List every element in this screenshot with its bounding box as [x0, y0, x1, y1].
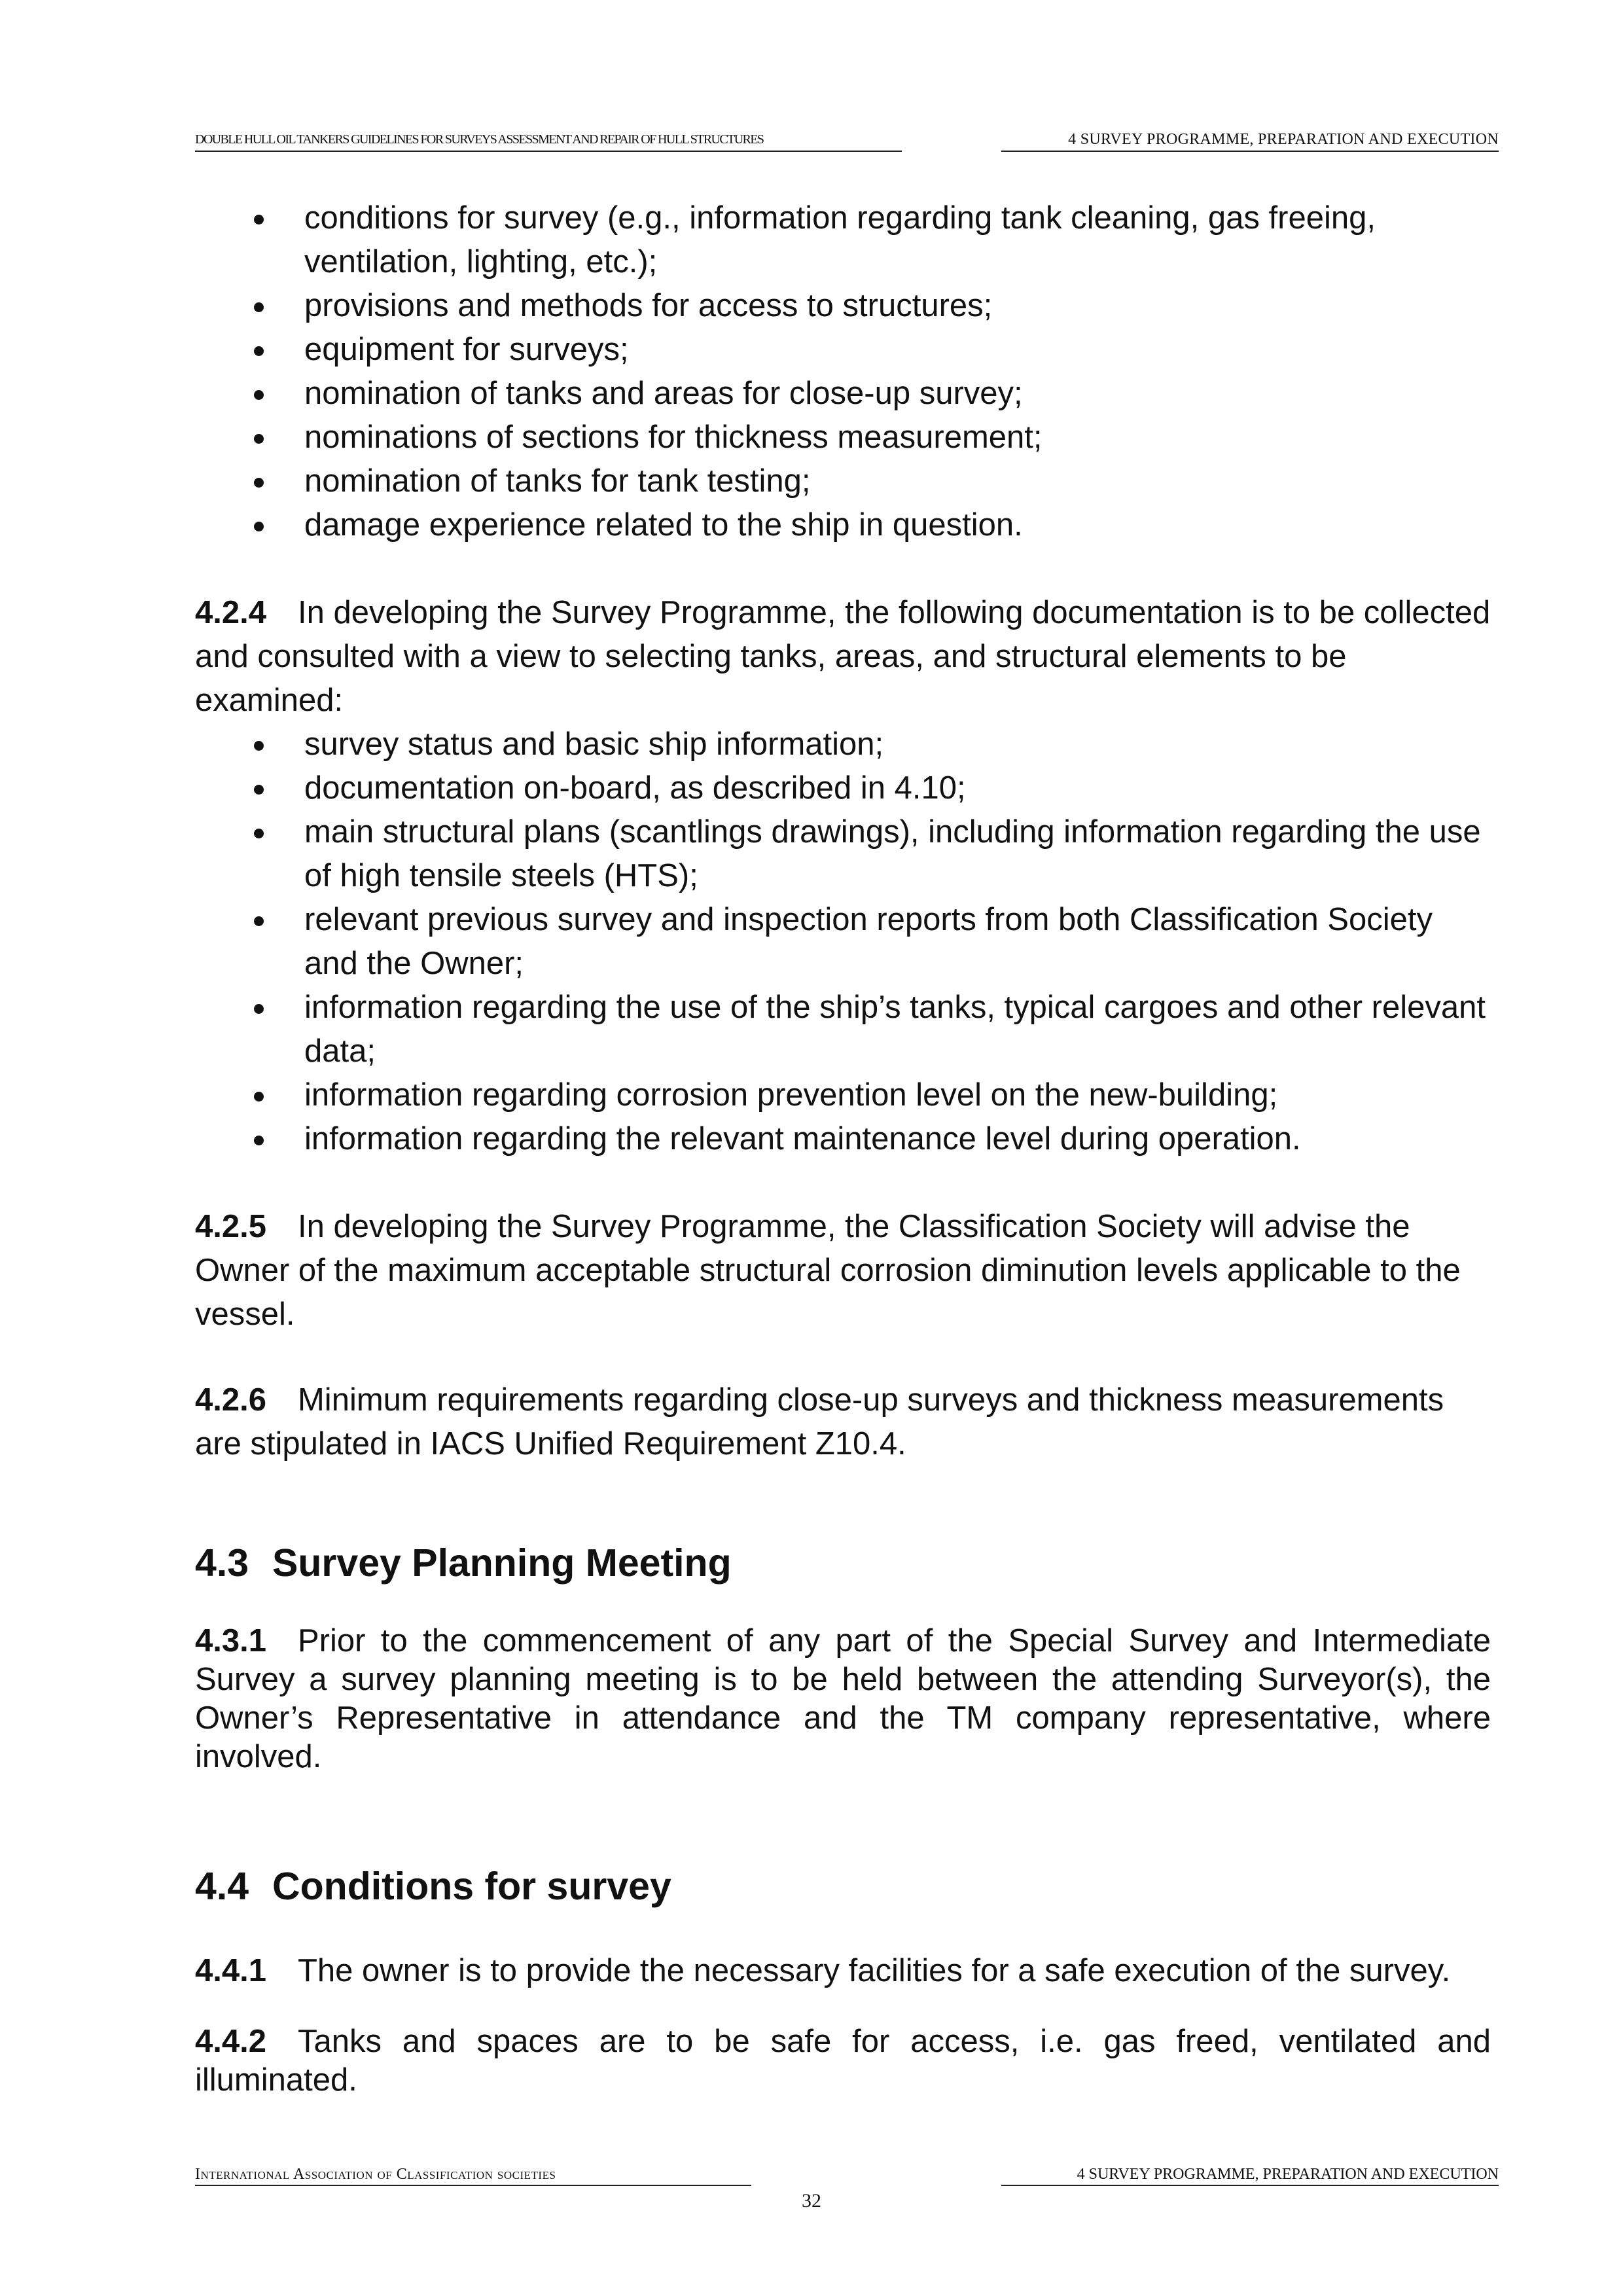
page-body	[195, 196, 1491, 2100]
list-item: nomination of tanks and areas for close-up survey;	[195, 372, 1491, 416]
paragraph-number: 4.2.6	[195, 1382, 266, 1418]
paragraph-text: Minimum requirements regarding close-up surveys and thickness measurements are stipulated in IACS Unified Requirement Z10.4.	[195, 1382, 1444, 1462]
bullet-icon	[254, 302, 264, 312]
bullet-icon	[254, 916, 264, 926]
bullet-icon	[254, 434, 264, 444]
bullet-icon	[254, 1092, 264, 1102]
bullet-icon	[254, 829, 264, 838]
bullet-icon	[254, 215, 264, 224]
section-number: 4.4	[195, 1865, 249, 1908]
survey-programme-contents-list	[195, 196, 1491, 547]
bullet-icon	[254, 522, 264, 531]
paragraph-4-4-2	[195, 2022, 1491, 2100]
bullet-icon	[254, 346, 264, 356]
paragraph-4-2-4	[195, 591, 1491, 723]
paragraph-number: 4.2.4	[195, 595, 266, 630]
list-item: information regarding corrosion prevention level on the new-building;	[195, 1073, 1491, 1117]
list-item: main structural plans (scantlings drawings), including information regarding the use of high tensile steels (HTS);	[195, 810, 1491, 898]
paragraph-4-2-6	[195, 1378, 1491, 1466]
section-title: Survey Planning Meeting	[272, 1541, 732, 1585]
bullet-icon	[254, 741, 264, 751]
list-item: damage experience related to the ship in question.	[195, 503, 1491, 547]
list-item: survey status and basic ship information;	[195, 723, 1491, 766]
footer-organisation: International Association of Classification societies	[195, 2164, 751, 2186]
bullet-icon	[254, 478, 264, 488]
page-number: 32	[802, 2190, 821, 2212]
section-heading-4-4	[195, 1860, 1491, 1912]
paragraph-text: In developing the Survey Programme, the following documentation is to be collected and consulted with a view to selecting tanks, areas, and structural elements to be examined:	[195, 595, 1491, 718]
paragraph-4-3-1	[195, 1622, 1491, 1776]
list-item: nomination of tanks for tank testing;	[195, 459, 1491, 503]
footer-chapter-title: 4 SURVEY PROGRAMME, PREPARATION AND EXECUTION	[1001, 2164, 1499, 2186]
bullet-icon	[254, 390, 264, 400]
paragraph-text: Tanks and spaces are to be safe for access, i.e. gas freed, ventilated and illuminated.	[195, 2024, 1491, 2098]
paragraph-text: The owner is to provide the necessary facilities for a safe execution of the survey.	[297, 1953, 1451, 1988]
section-title: Conditions for survey	[272, 1865, 671, 1908]
bullet-icon	[254, 785, 264, 795]
list-item: information regarding the use of the ship’s tanks, typical cargoes and other relevant data;	[195, 986, 1491, 1073]
bullet-icon	[254, 1136, 264, 1145]
documentation-list	[195, 723, 1491, 1161]
paragraph-number: 4.4.1	[195, 1953, 266, 1988]
list-item: relevant previous survey and inspection reports from both Classification Society and the Owner;	[195, 898, 1491, 986]
section-heading-4-3	[195, 1537, 1491, 1589]
list-item: information regarding the relevant maintenance level during operation.	[195, 1117, 1491, 1161]
paragraph-4-4-1	[195, 1949, 1491, 1993]
paragraph-text: Prior to the commencement of any part of the Special Survey and Intermediate Survey a survey planning meeting is to be held between the attending Surveyor(s), the Owner’s Representative in attendance and the TM company representative, where involved.	[195, 1623, 1491, 1774]
running-header	[195, 128, 1499, 152]
list-item: nominations of sections for thickness measurement;	[195, 416, 1491, 459]
paragraph-number: 4.4.2	[195, 2024, 266, 2059]
header-chapter-title: 4 SURVEY PROGRAMME, PREPARATION AND EXECUTION	[1001, 128, 1499, 152]
paragraph-number: 4.2.5	[195, 1209, 266, 1244]
paragraph-4-2-5	[195, 1205, 1491, 1336]
list-item: equipment for surveys;	[195, 328, 1491, 372]
list-item: provisions and methods for access to structures;	[195, 284, 1491, 328]
header-document-title: DOUBLE HULL OIL TANKERS GUIDELINES FOR SURVEYS ASSESSMENT AND REPAIR OF HULL STRUCTURES	[195, 128, 902, 152]
bullet-icon	[254, 1004, 264, 1014]
list-item: conditions for survey (e.g., information regarding tank cleaning, gas freeing, ventilation, lighting, etc.);	[195, 196, 1491, 284]
running-footer	[195, 2164, 1499, 2186]
list-item: documentation on-board, as described in 4.10;	[195, 766, 1491, 810]
paragraph-number: 4.3.1	[195, 1623, 266, 1659]
paragraph-text: In developing the Survey Programme, the Classification Society will advise the Owner of the maximum acceptable structural corrosion diminution levels applicable to the vessel.	[195, 1209, 1461, 1332]
section-number: 4.3	[195, 1541, 249, 1585]
